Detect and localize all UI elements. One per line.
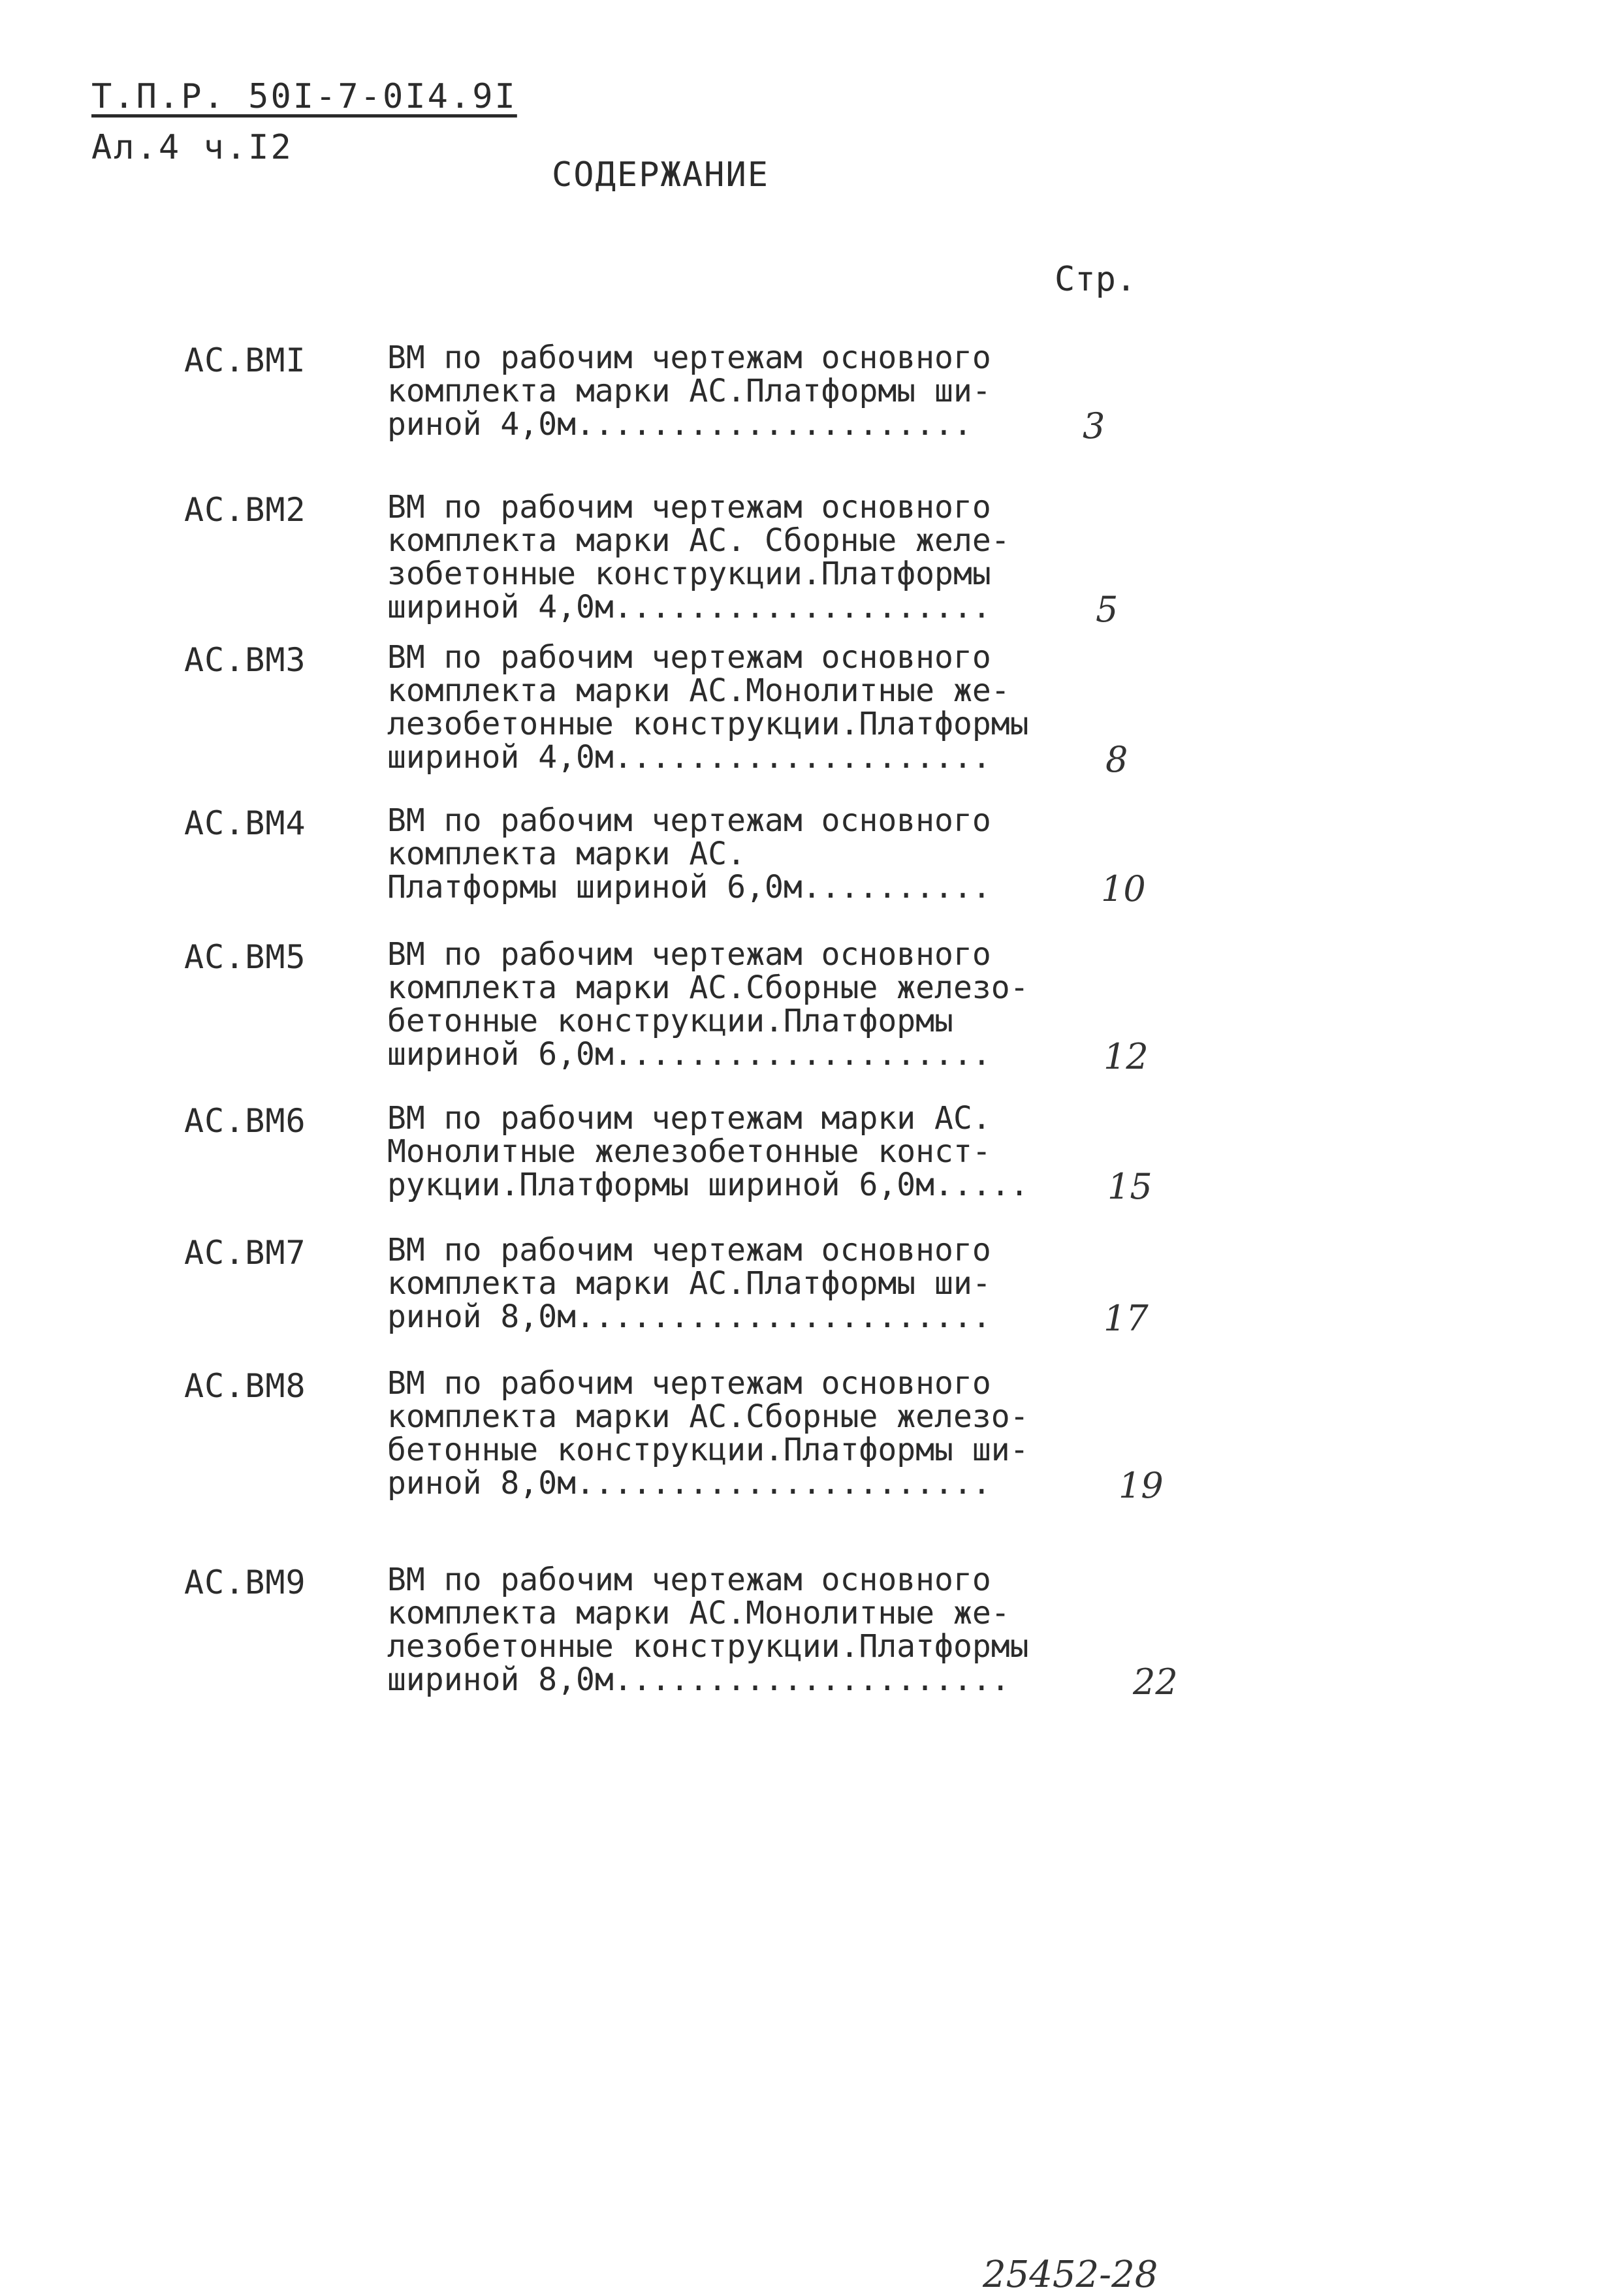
entry-code: АС.ВМI	[184, 341, 306, 379]
entry-page-number: 19	[1119, 1465, 1164, 1506]
entry-line: ВМ по рабочим чертежам основного	[387, 489, 991, 526]
entry-description	[387, 341, 1092, 441]
entry-code: АС.ВМ2	[184, 491, 306, 529]
entry-description	[387, 938, 1092, 1071]
entry-line: ВМ по рабочим чертежам основного	[387, 1365, 991, 1402]
entry-line: лезобетонные конструкции.Платформы	[387, 706, 1029, 742]
entry-line: шириной 4,0м....................	[387, 589, 991, 625]
entry-description	[387, 1234, 1092, 1334]
entry-line: риной 8,0м......................	[387, 1465, 991, 1502]
entry-line: ВМ по рабочим чертежам основного	[387, 639, 991, 676]
entry-page-number: 15	[1107, 1166, 1152, 1207]
entry-line: комплекта марки АС.Сборные железо-	[387, 969, 1029, 1006]
entry-description	[387, 491, 1092, 624]
entry-line: бетонные конструкции.Платформы	[387, 1003, 953, 1039]
document-code: Т.П.Р. 50I-7-0I4.9I	[91, 77, 517, 116]
entry-code: АС.ВМ8	[184, 1367, 306, 1405]
entry-line: комплекта марки АС. Сборные желе-	[387, 522, 1010, 559]
entry-line: комплекта марки АС.Монолитные же-	[387, 672, 1010, 709]
entry-description	[387, 1564, 1092, 1697]
entry-code: АС.ВМ3	[184, 641, 306, 679]
entry-description	[387, 641, 1092, 774]
entry-line: шириной 4,0м....................	[387, 739, 991, 776]
entry-page-number: 10	[1101, 868, 1146, 909]
entry-page-number: 5	[1096, 589, 1119, 630]
entry-line: зобетонные конструкции.Платформы	[387, 556, 991, 592]
entry-description	[387, 1102, 1092, 1202]
entry-page-number: 22	[1133, 1661, 1178, 1703]
entry-line: комплекта марки АС.Платформы ши-	[387, 373, 991, 409]
entry-description	[387, 804, 1092, 904]
entry-line: ВМ по рабочим чертежам основного	[387, 936, 991, 973]
entry-page-number: 8	[1105, 739, 1128, 780]
entry-line: ВМ по рабочим чертежам основного	[387, 339, 991, 376]
entry-code: АС.ВМ7	[184, 1234, 306, 1272]
entry-line: комплекта марки АС.Сборные железо-	[387, 1398, 1029, 1435]
entry-line: риной 8,0м......................	[387, 1298, 991, 1335]
entry-line: ВМ по рабочим чертежам марки АС.	[387, 1100, 991, 1137]
entry-line: бетонные конструкции.Платформы ши-	[387, 1432, 1029, 1468]
album-sheet-number: Ал.4 ч.I2	[91, 128, 293, 167]
entry-page-number: 17	[1104, 1298, 1149, 1339]
entry-line: ВМ по рабочим чертежам основного	[387, 802, 991, 839]
entry-page-number: 12	[1104, 1036, 1149, 1077]
page-title: СОДЕРЖАНИЕ	[552, 155, 770, 195]
entry-code: АС.ВМ4	[184, 804, 306, 842]
entry-line: комплекта марки АС.	[387, 836, 746, 872]
entry-line: риной 4,0м.....................	[387, 406, 972, 443]
entry-line: комплекта марки АС.Монолитные же-	[387, 1595, 1010, 1631]
entry-code: АС.ВМ9	[184, 1564, 306, 1601]
entry-line: ВМ по рабочим чертежам основного	[387, 1232, 991, 1268]
page-column-label: Стр.	[1055, 260, 1137, 299]
entry-line: ВМ по рабочим чертежам основного	[387, 1562, 991, 1598]
entry-page-number: 3	[1083, 405, 1105, 447]
entry-line: рукции.Платформы шириной 6,0м.....	[387, 1167, 1029, 1203]
archive-number: 25452-28	[983, 2254, 1158, 2296]
entry-line: лезобетонные конструкции.Платформы	[387, 1628, 1029, 1665]
entry-line: шириной 6,0м....................	[387, 1036, 991, 1073]
entry-code: АС.ВМ6	[184, 1102, 306, 1140]
entry-description	[387, 1367, 1092, 1500]
entry-code: АС.ВМ5	[184, 938, 306, 976]
entry-line: Монолитные железобетонные конст-	[387, 1133, 991, 1170]
entry-line: шириной 8,0м.....................	[387, 1661, 1010, 1698]
entry-line: Платформы шириной 6,0м..........	[387, 869, 991, 905]
entry-line: комплекта марки АС.Платформы ши-	[387, 1265, 991, 1302]
